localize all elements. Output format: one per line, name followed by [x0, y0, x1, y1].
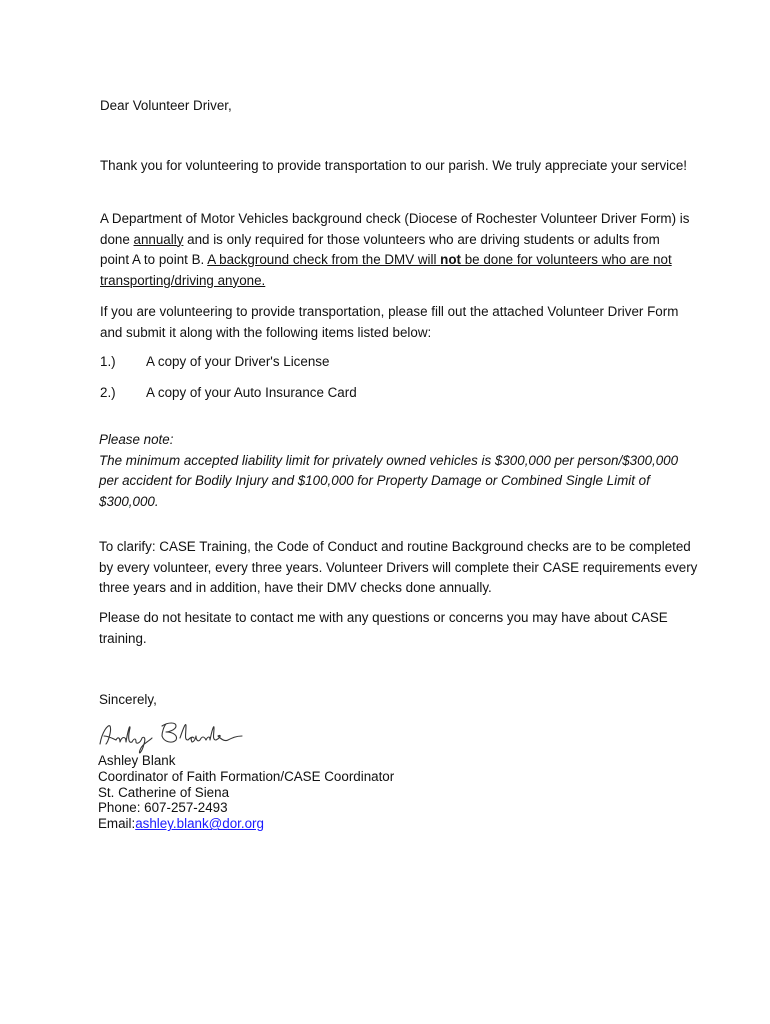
clarify-paragraph: To clarify: CASE Training, the Code of Conduct and routine Background checks are to be completed by every volunteer, every three years. Volunteer Drivers will complete their CASE requirements every three years and in addition, have their DMV checks done annually. [99, 539, 698, 595]
sender-email-link[interactable]: ashley.blank@dor.org [135, 816, 264, 832]
list-item-text: A copy of your Driver's License [146, 354, 330, 369]
list-item-text: A copy of your Auto Insurance Card [146, 385, 357, 400]
sender-phone: Phone: 607-257-2493 [98, 800, 228, 816]
list-item-number: 2.) [100, 385, 116, 400]
sender-parish: St. Catherine of Siena [98, 784, 230, 800]
closing: Sincerely, [99, 692, 157, 707]
signature-image [96, 714, 256, 754]
list-item-number: 1.) [100, 354, 116, 369]
list-item [100, 352, 690, 372]
sender-email-line [98, 816, 394, 832]
dmv-paragraph [100, 209, 690, 291]
sender-name: Ashley Blank [98, 753, 176, 768]
dmv-underlined-start: A background check from the DMV will [207, 252, 441, 267]
note-body: The minimum accepted liability limit for privately owned vehicles is $300,000 per person/$300,000 per accident for Bodily Injury and $100,000 for Property Damage or Combined Single Limit of $300,000. [99, 452, 679, 509]
dmv-not: not [440, 252, 461, 267]
thanks-paragraph: Thank you for volunteering to provide transportation to our parish. We truly appreciate your service! [100, 158, 688, 173]
note-heading: Please note: [99, 432, 174, 447]
sender-block [98, 753, 394, 832]
dmv-annually: annually [133, 231, 184, 247]
salutation: Dear Volunteer Driver, [100, 98, 232, 113]
list-item [100, 383, 690, 403]
dmv-text-part2: and is only required for those volunteers who are driving students or adults from point A to point B. [100, 231, 660, 267]
contact-paragraph: Please do not hesitate to contact me with any questions or concerns you may have about CASE training. [99, 610, 668, 646]
dmv-underlined-end: be done for volunteers who are not transporting/driving anyone. [100, 252, 672, 288]
instructions-paragraph: If you are volunteering to provide transportation, please fill out the attached Volunteer Driver Form and submit it along with the following items listed below: [100, 304, 679, 340]
sender-title: Coordinator of Faith Formation/CASE Coordinator [98, 768, 395, 784]
note-block [99, 430, 699, 512]
sender-email-label: Email: [98, 816, 136, 832]
dmv-text-part1: A Department of Motor Vehicles background check (Diocese of Rochester Volunteer Driver Form) is done [100, 211, 690, 247]
